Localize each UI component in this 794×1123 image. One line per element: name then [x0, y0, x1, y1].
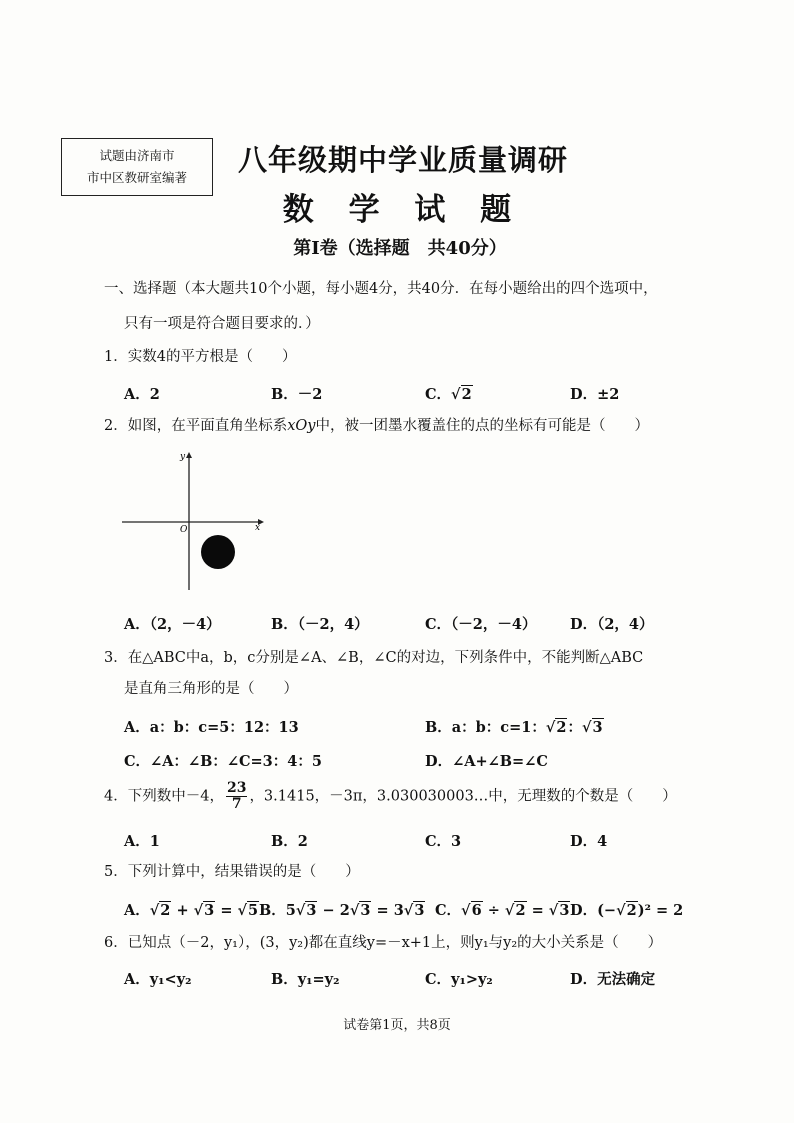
- q3-stem-line2: 是直角三角形的是（ ）: [124, 681, 298, 697]
- exam-subject: 数 学 试 题: [282, 192, 524, 228]
- author-note-line2: 市中区教研室编著: [86, 170, 187, 185]
- q5-option-b: B．5√3 − 2√3 = 3√3: [259, 902, 425, 919]
- fraction-23-7: $\frac{23}{7}$: [226, 780, 247, 812]
- q1-option-b: B．－2: [271, 386, 323, 403]
- q3-stem-line1: 3．在△ABC中a，b，c分别是∠A、∠B，∠C的对边，下列条件中，不能判断△ABC: [104, 650, 644, 666]
- q4-option-d: D．4: [570, 833, 608, 850]
- page-footer: 试卷第1页，共8页: [343, 1018, 451, 1033]
- q4-stem: 4．下列数中－4， $\frac{23}{7}$ ，3.1415，－3π，3.030030003…中，无理数的个数是（ ）: [104, 780, 677, 812]
- q2-option-a: A．（2，－4）: [124, 616, 221, 633]
- section-heading: 第I卷（选择题 共40分）: [293, 238, 507, 259]
- author-note-line1: 试题由济南市: [99, 148, 175, 163]
- q5-stem: 5．下列计算中，结果错误的是（ ）: [104, 864, 360, 880]
- q1-stem: 1．实数4的平方根是（ ）: [104, 349, 297, 365]
- author-note-box: [61, 138, 213, 196]
- q3-option-b: B．a：b：c=1：√2：√3: [425, 719, 603, 736]
- q2-stem: 2．如图，在平面直角坐标系xOy中，被一团墨水覆盖住的点的坐标有可能是（ ）: [104, 418, 649, 434]
- q5-option-c: C．√6 ÷ √2 = √3: [435, 902, 570, 919]
- q2-option-d: D．（2，4）: [570, 616, 654, 633]
- q5-option-d: D．(−√2)² = 2: [570, 902, 684, 919]
- origin-label: O: [180, 525, 188, 535]
- q6-option-a: A．y₁<y₂: [124, 971, 192, 988]
- q4-option-c: C．3: [425, 833, 462, 850]
- q1-option-a: A．2: [124, 386, 160, 403]
- q4-option-b: B．2: [271, 833, 308, 850]
- q6-option-d: D．无法确定: [570, 971, 656, 988]
- y-axis-arrow: [186, 452, 192, 458]
- q4-option-a: A．1: [124, 833, 160, 850]
- q3-option-d: D．∠A+∠B=∠C: [425, 753, 548, 770]
- q1-option-d: D．±2: [570, 386, 620, 403]
- x-axis-label: x: [255, 523, 261, 533]
- intro-line1: 一、选择题（本大题共10个小题，每小题4分，共40分．在每小题给出的四个选项中，: [104, 281, 658, 297]
- q1-option-c: C．√2: [425, 386, 472, 403]
- ink-blot: [201, 535, 235, 569]
- q5-option-a: A．√2 + √3 = √5: [124, 902, 259, 919]
- y-axis-label: y: [180, 452, 186, 462]
- q2-option-c: C．（－2，－4）: [425, 616, 537, 633]
- coordinate-figure: [118, 448, 268, 598]
- q6-option-b: B．y₁=y₂: [271, 971, 340, 988]
- q3-option-a: A．a：b：c=5：12：13: [124, 719, 299, 736]
- intro-line2: 只有一项是符合题目要求的．）: [124, 316, 320, 332]
- exam-title: 八年级期中学业质量调研: [237, 143, 568, 177]
- q2-option-b: B．（－2，4）: [271, 616, 369, 633]
- q6-option-c: C．y₁>y₂: [425, 971, 493, 988]
- q6-stem: 6．已知点（－2，y₁），(3，y₂)都在直线y=－x+1上，则y₁与y₂的大小关系是（ ）: [104, 935, 663, 951]
- q3-option-c: C．∠A：∠B：∠C=3：4：5: [124, 753, 322, 770]
